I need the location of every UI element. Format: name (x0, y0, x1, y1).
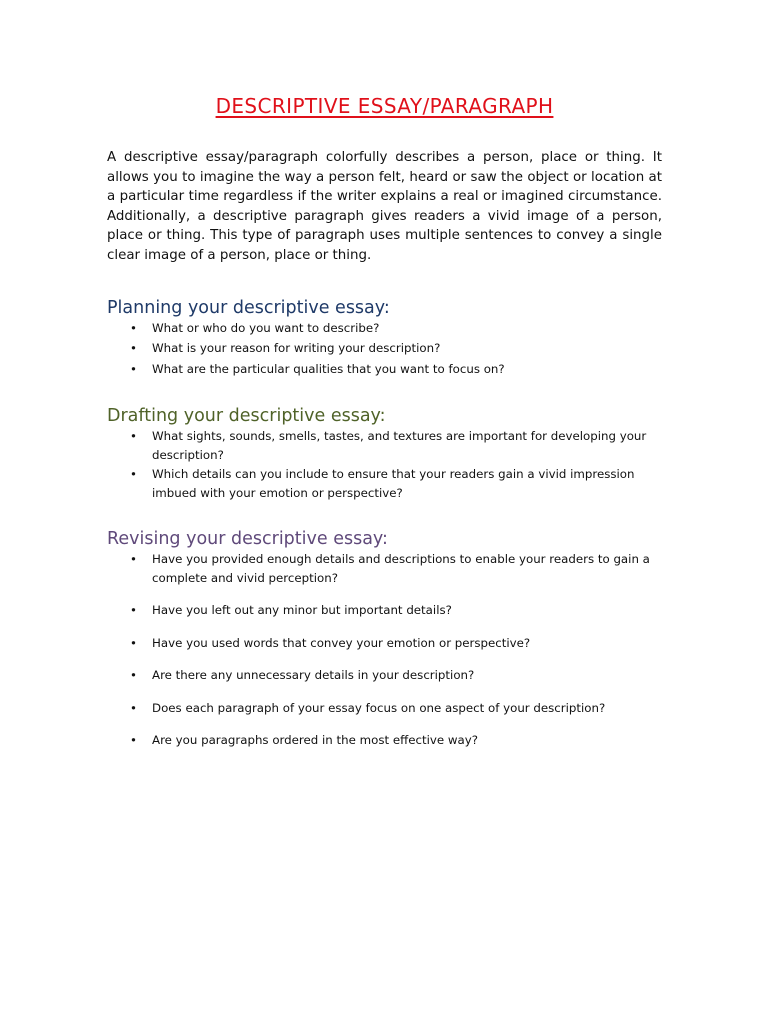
list-item: • Have you used words that convey your emotion or perspective? (152, 634, 662, 653)
list-item: • What is your reason for writing your description? (152, 339, 662, 358)
planning-heading: Planning your descriptive essay: (107, 297, 390, 318)
list-item: • Which details can you include to ensure that your readers gain a vivid impression imbued with your emotion or perspective? (152, 465, 662, 502)
drafting-list (107, 427, 662, 502)
planning-list (107, 319, 662, 379)
list-item: • What are the particular qualities that you want to focus on? (152, 360, 662, 379)
document-title: DESCRIPTIVE ESSAY/PARAGRAPH (215, 94, 554, 118)
list-item: • Have you provided enough details and descriptions to enable your readers to gain a complete and vivid perception? (152, 550, 662, 587)
intro-paragraph: A descriptive essay/paragraph colorfully describes a person, place or thing. It allows you to imagine the way a person felt, heard or saw the object or location at a particular time regardless if the writer explains a real or imagined circumstance. Additionally, a descriptive paragraph gives readers a vivid image of a person, place or thing. This type of paragraph uses multiple sentences to convey a single clear image of a person, place or thing. (107, 150, 662, 263)
list-item: • What sights, sounds, smells, tastes, and textures are important for developing your description? (152, 427, 662, 464)
list-item: • What or who do you want to describe? (152, 319, 662, 338)
list-item: • Are there any unnecessary details in your description? (152, 666, 662, 685)
revising-list (107, 550, 662, 750)
revising-heading: Revising your descriptive essay: (107, 529, 388, 550)
list-item: • Are you paragraphs ordered in the most effective way? (152, 731, 662, 750)
list-item: • Does each paragraph of your essay focus on one aspect of your description? (152, 699, 662, 718)
drafting-heading: Drafting your descriptive essay: (107, 406, 386, 427)
list-item: • Have you left out any minor but important details? (152, 601, 662, 620)
